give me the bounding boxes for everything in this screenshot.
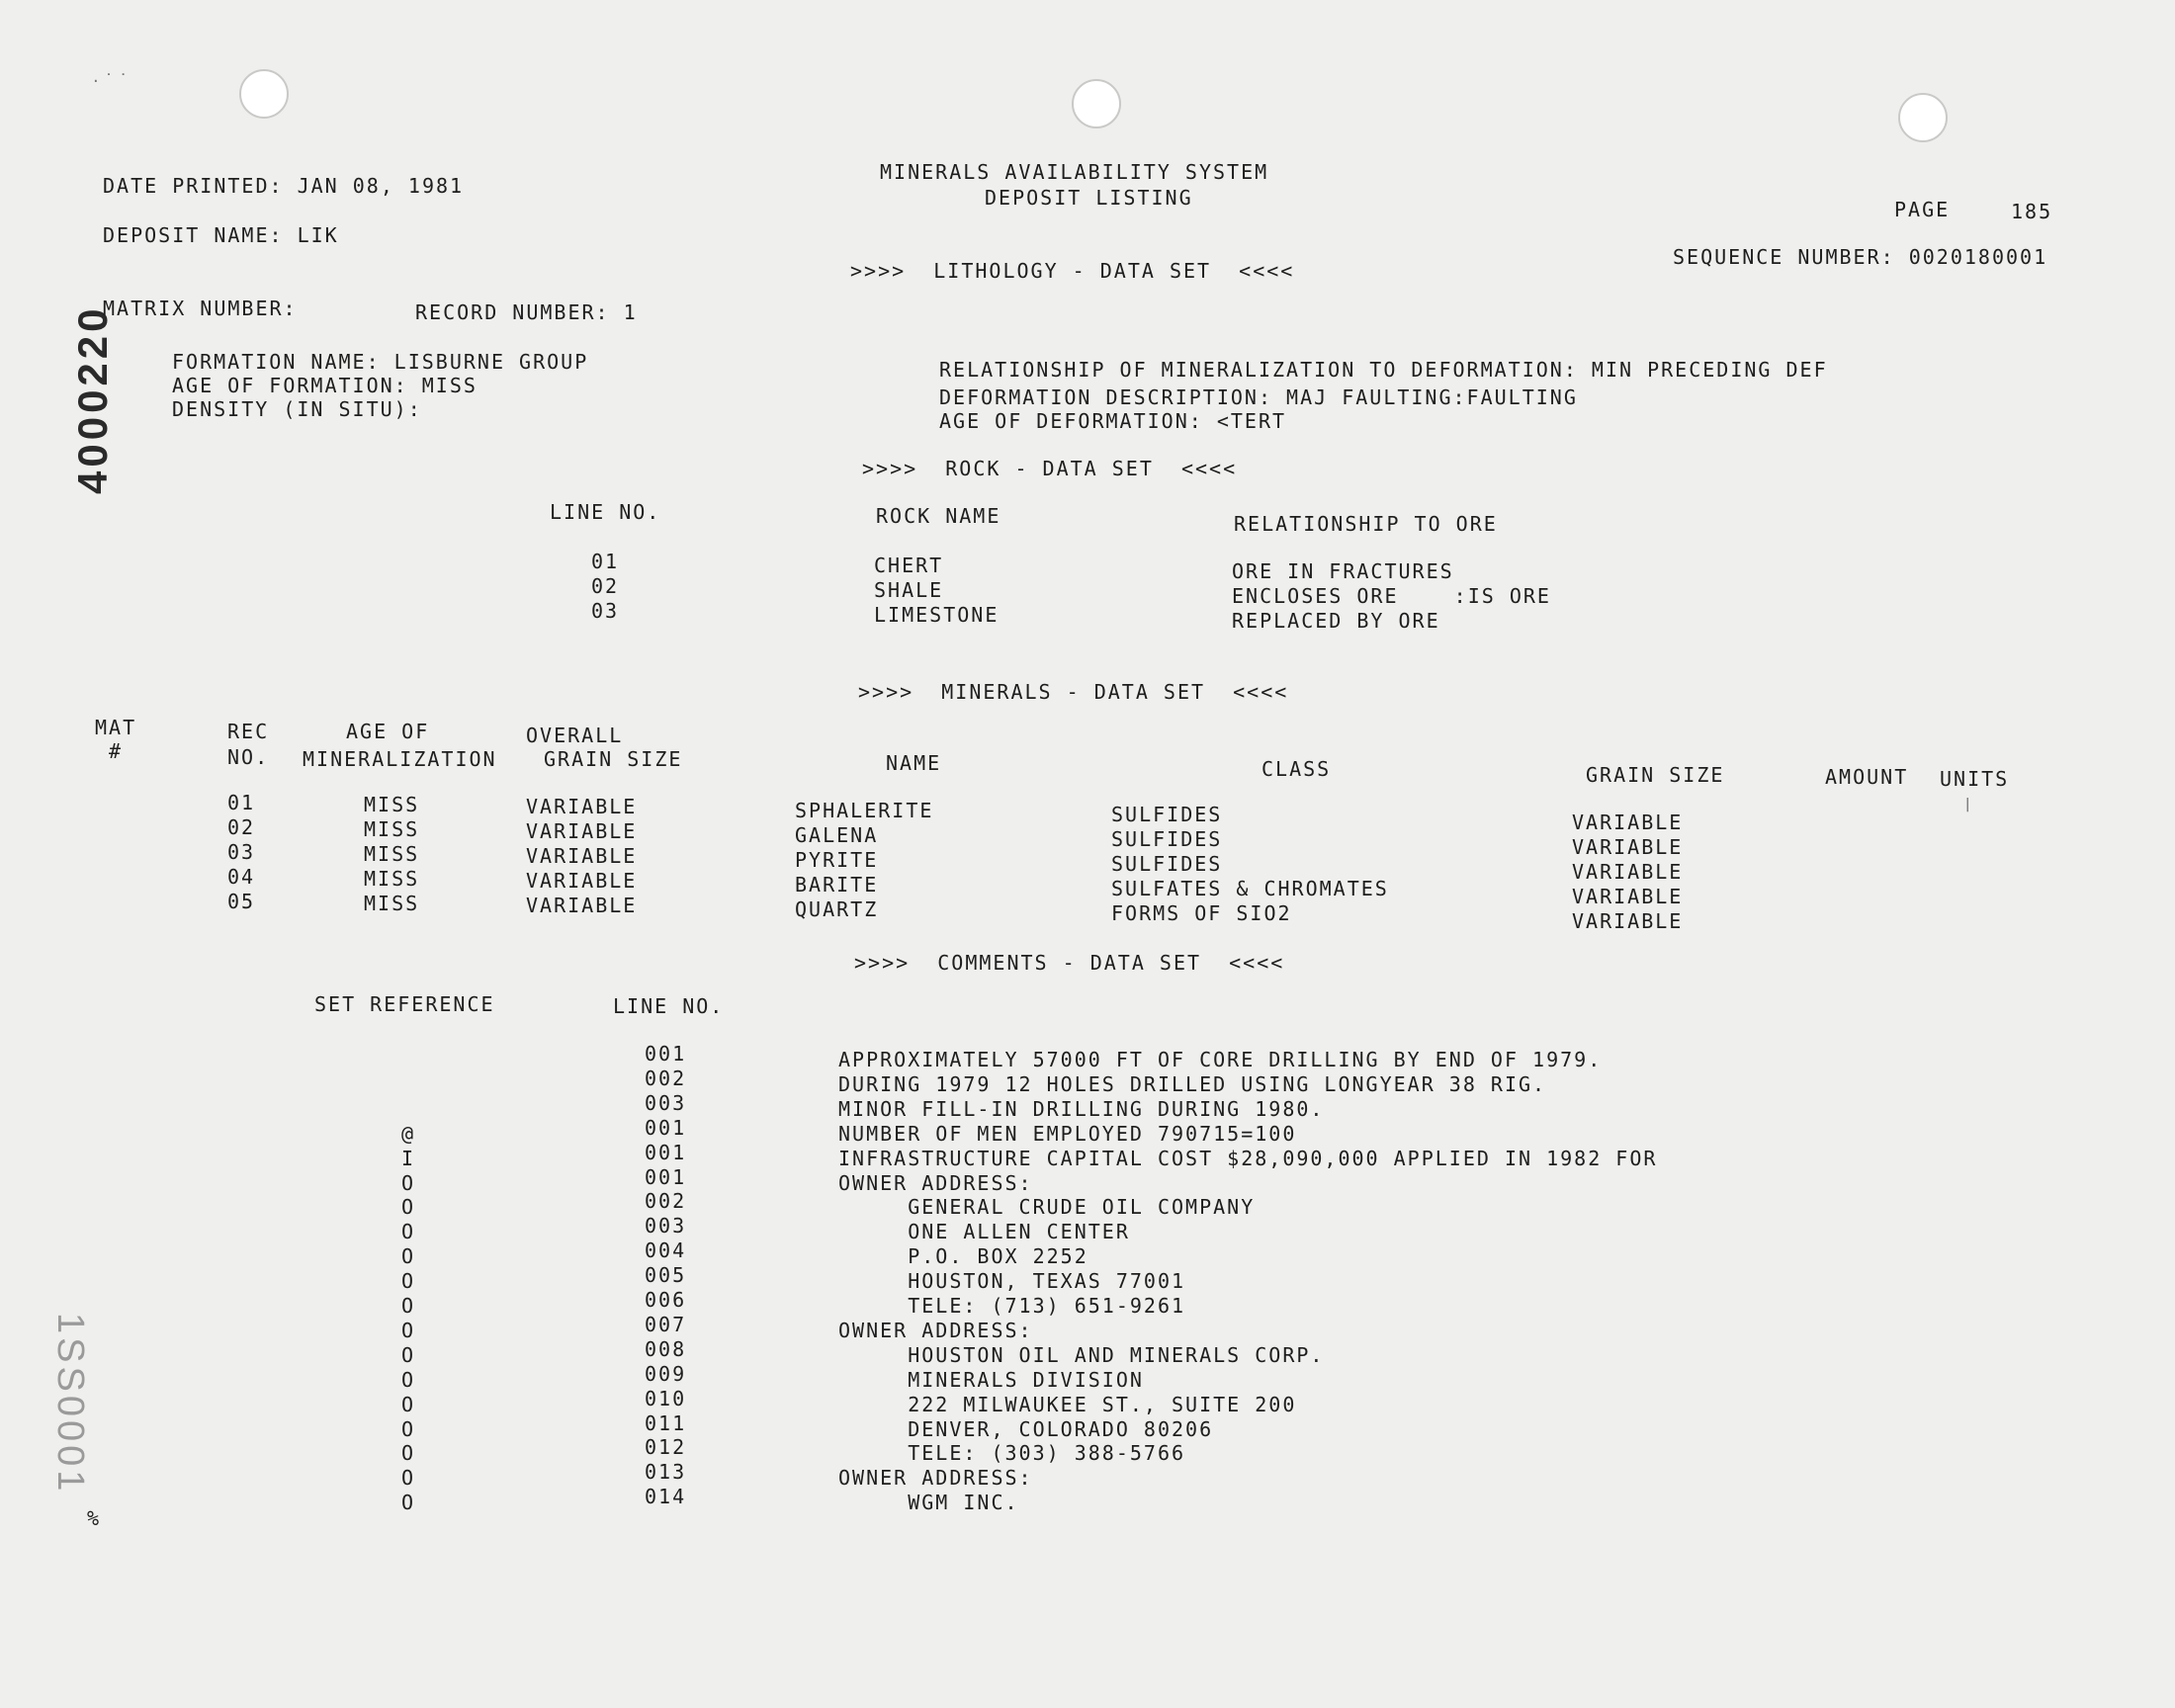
comment-set-reference: O <box>401 1220 416 1244</box>
mineral-rec-no: 04 <box>227 865 256 889</box>
mineral-name: BARITE <box>795 873 879 897</box>
comment-set-reference: O <box>401 1342 416 1367</box>
comment-line-no: 010 <box>645 1386 687 1410</box>
rock-relationship: ENCLOSES ORE :IS ORE <box>1232 584 1551 608</box>
mineral-class: SULFIDES <box>1111 852 1223 876</box>
rock-header-relationship: RELATIONSHIP TO ORE <box>1234 512 1498 536</box>
comment-text: P.O. BOX 2252 <box>838 1244 1088 1269</box>
minerals-header-mat-hash: # <box>109 739 124 763</box>
formation-name: FORMATION NAME: LISBURNE GROUP <box>172 350 589 374</box>
comment-line-no: 008 <box>645 1336 687 1361</box>
comment-text: MINERALS DIVISION <box>838 1367 1144 1392</box>
comment-line-no: 001 <box>645 1115 687 1140</box>
comment-line-no: 001 <box>645 1164 687 1189</box>
rock-name: SHALE <box>874 578 944 602</box>
comments-header-line-no: LINE NO. <box>613 994 725 1018</box>
comment-set-reference: O <box>401 1170 416 1195</box>
comment-line-no: 012 <box>645 1435 687 1460</box>
rock-section-title: >>>> ROCK - DATA SET <<<< <box>862 457 1238 480</box>
density: DENSITY (IN SITU): <box>172 397 422 421</box>
minerals-header-units: UNITS <box>1940 767 2010 791</box>
comment-set-reference: O <box>401 1491 416 1515</box>
punch-hole-center <box>1072 79 1121 128</box>
minerals-header-mineralization: MINERALIZATION <box>303 747 497 771</box>
mineral-class: SULFIDES <box>1111 803 1223 826</box>
comment-text: OWNER ADDRESS: <box>838 1466 1033 1491</box>
minerals-header-class: CLASS <box>1262 757 1332 781</box>
comment-text: INFRASTRUCTURE CAPITAL COST $28,090,000 APPLIED IN 1982 FOR <box>838 1146 1658 1170</box>
mineral-grain-size: VARIABLE <box>1572 860 1684 884</box>
comments-header-set-reference: SET REFERENCE <box>314 992 495 1016</box>
mineral-grain-size: VARIABLE <box>1572 909 1684 933</box>
comment-set-reference: O <box>401 1318 416 1342</box>
mineral-class: SULFIDES <box>1111 827 1223 851</box>
comment-text: WGM INC. <box>838 1491 1019 1515</box>
relationship-to-deformation: RELATIONSHIP OF MINERALIZATION TO DEFORMATION: MIN PRECEDING DEF <box>939 358 1828 382</box>
rock-name: LIMESTONE <box>874 603 1000 627</box>
margin-stamp-number: 4000220 <box>69 304 116 494</box>
comment-text: GENERAL CRUDE OIL COMPANY <box>838 1195 1256 1220</box>
mineral-grain-size: VARIABLE <box>1572 885 1684 908</box>
comment-text: ONE ALLEN CENTER <box>838 1220 1130 1244</box>
comment-set-reference: O <box>401 1441 416 1466</box>
minerals-header-rec: REC <box>227 720 270 743</box>
comment-text: NUMBER OF MEN EMPLOYED 790715=100 <box>838 1121 1297 1146</box>
mineral-overall-grain: VARIABLE <box>526 819 638 843</box>
comment-text: HOUSTON, TEXAS 77001 <box>838 1269 1186 1294</box>
comment-text: MINOR FILL-IN DRILLING DURING 1980. <box>838 1096 1325 1121</box>
comment-line-no: 005 <box>645 1263 687 1288</box>
matrix-number: MATRIX NUMBER: <box>103 297 298 320</box>
mineral-name: QUARTZ <box>795 897 879 921</box>
mineral-overall-grain: VARIABLE <box>526 844 638 868</box>
comment-line-no: 009 <box>645 1361 687 1386</box>
comment-line-no: 006 <box>645 1288 687 1312</box>
rock-relationship: ORE IN FRACTURES <box>1232 559 1454 583</box>
punch-hole-left <box>239 69 289 119</box>
units-tick-mark: | <box>1963 797 1974 812</box>
mineral-name: GALENA <box>795 823 879 847</box>
comment-set-reference: @ <box>401 1121 416 1146</box>
comments-section-title: >>>> COMMENTS - DATA SET <<<< <box>854 951 1285 975</box>
minerals-header-grain-size: GRAIN SIZE <box>1586 763 1725 787</box>
comment-line-no: 003 <box>645 1090 687 1115</box>
mineral-rec-no: 03 <box>227 840 256 864</box>
comment-text: OWNER ADDRESS: <box>838 1170 1033 1195</box>
mineral-class: FORMS OF SIO2 <box>1111 901 1292 925</box>
comment-set-reference: O <box>401 1367 416 1392</box>
margin-bottom-number: 1SS0001 <box>49 1313 91 1495</box>
mineral-rec-no: 05 <box>227 890 256 913</box>
specks-mark: · ˙ ˙ <box>93 71 129 92</box>
sequence-number: SEQUENCE NUMBER: 0020180001 <box>1673 245 2048 269</box>
comment-text: DENVER, COLORADO 80206 <box>838 1416 1214 1441</box>
age-of-formation: AGE OF FORMATION: MISS <box>172 374 478 397</box>
deposit-name: DEPOSIT NAME: LIK <box>103 223 339 247</box>
mineral-class: SULFATES & CHROMATES <box>1111 877 1389 900</box>
comment-line-no: 002 <box>645 1189 687 1214</box>
page-label: PAGE <box>1894 198 1951 221</box>
page-number: 185 <box>2011 200 2053 223</box>
mineral-age: MISS <box>364 867 420 891</box>
comment-line-no: 001 <box>645 1042 687 1066</box>
comment-text: OWNER ADDRESS: <box>838 1318 1033 1342</box>
comment-line-no: 014 <box>645 1485 687 1509</box>
comment-text: HOUSTON OIL AND MINERALS CORP. <box>838 1342 1325 1367</box>
mineral-rec-no: 02 <box>227 815 256 839</box>
comment-text: TELE: (303) 388-5766 <box>838 1441 1186 1466</box>
comment-set-reference: O <box>401 1466 416 1491</box>
mineral-name: SPHALERITE <box>795 799 934 822</box>
comment-set-reference: O <box>401 1269 416 1294</box>
rock-name: CHERT <box>874 554 944 577</box>
mineral-rec-no: 01 <box>227 791 256 814</box>
rock-line-no: 03 <box>591 599 620 623</box>
lithology-section-title: >>>> LITHOLOGY - DATA SET <<<< <box>850 259 1295 283</box>
mineral-overall-grain: VARIABLE <box>526 894 638 917</box>
comment-set-reference: O <box>401 1416 416 1441</box>
rock-relationship: REPLACED BY ORE <box>1232 609 1440 633</box>
deformation-description: DEFORMATION DESCRIPTION: MAJ FAULTING:FAULTING <box>939 385 1578 409</box>
minerals-header-name: NAME <box>886 751 942 775</box>
comment-line-no: 013 <box>645 1460 687 1485</box>
mineral-name: PYRITE <box>795 848 879 872</box>
minerals-header-mat: MAT <box>95 716 137 739</box>
mineral-grain-size: VARIABLE <box>1572 835 1684 859</box>
punch-hole-right <box>1898 93 1948 142</box>
minerals-header-age: AGE OF <box>346 720 430 743</box>
comment-line-no: 001 <box>645 1140 687 1164</box>
record-number: RECORD NUMBER: 1 <box>415 300 638 324</box>
system-title: MINERALS AVAILABILITY SYSTEM <box>880 160 1269 184</box>
rock-header-name: ROCK NAME <box>876 504 1001 528</box>
comment-text: DURING 1979 12 HOLES DRILLED USING LONGYEAR 38 RIG. <box>838 1071 1547 1096</box>
mineral-age: MISS <box>364 842 420 866</box>
mineral-age: MISS <box>364 892 420 915</box>
minerals-header-rec-no: NO. <box>227 745 270 769</box>
comment-text: APPROXIMATELY 57000 FT OF CORE DRILLING BY END OF 1979. <box>838 1048 1603 1071</box>
margin-percent-mark: % <box>87 1506 102 1530</box>
minerals-header-overall-grain: GRAIN SIZE <box>544 747 683 771</box>
mineral-age: MISS <box>364 793 420 816</box>
rock-header-line-no: LINE NO. <box>550 500 661 524</box>
comment-set-reference: O <box>401 1294 416 1318</box>
rock-line-no: 02 <box>591 574 620 598</box>
comment-set-reference: I <box>401 1146 416 1170</box>
date-printed: DATE PRINTED: JAN 08, 1981 <box>103 174 465 198</box>
minerals-header-overall: OVERALL <box>526 724 624 747</box>
comment-set-reference: O <box>401 1244 416 1269</box>
mineral-overall-grain: VARIABLE <box>526 869 638 893</box>
age-of-deformation: AGE OF DEFORMATION: <TERT <box>939 409 1287 433</box>
comment-line-no: 002 <box>645 1066 687 1090</box>
comment-set-reference: O <box>401 1392 416 1416</box>
minerals-header-amount: AMOUNT <box>1825 765 1909 789</box>
comment-set-reference: O <box>401 1195 416 1220</box>
comment-line-no: 004 <box>645 1238 687 1263</box>
comment-line-no: 007 <box>645 1312 687 1336</box>
comment-text: TELE: (713) 651-9261 <box>838 1294 1186 1318</box>
comment-text: 222 MILWAUKEE ST., SUITE 200 <box>838 1392 1297 1416</box>
mineral-grain-size: VARIABLE <box>1572 811 1684 834</box>
minerals-section-title: >>>> MINERALS - DATA SET <<<< <box>858 680 1289 704</box>
comment-line-no: 003 <box>645 1214 687 1238</box>
mineral-age: MISS <box>364 817 420 841</box>
system-subtitle: DEPOSIT LISTING <box>985 186 1193 210</box>
comment-line-no: 011 <box>645 1410 687 1435</box>
rock-line-no: 01 <box>591 550 620 573</box>
mineral-overall-grain: VARIABLE <box>526 795 638 818</box>
